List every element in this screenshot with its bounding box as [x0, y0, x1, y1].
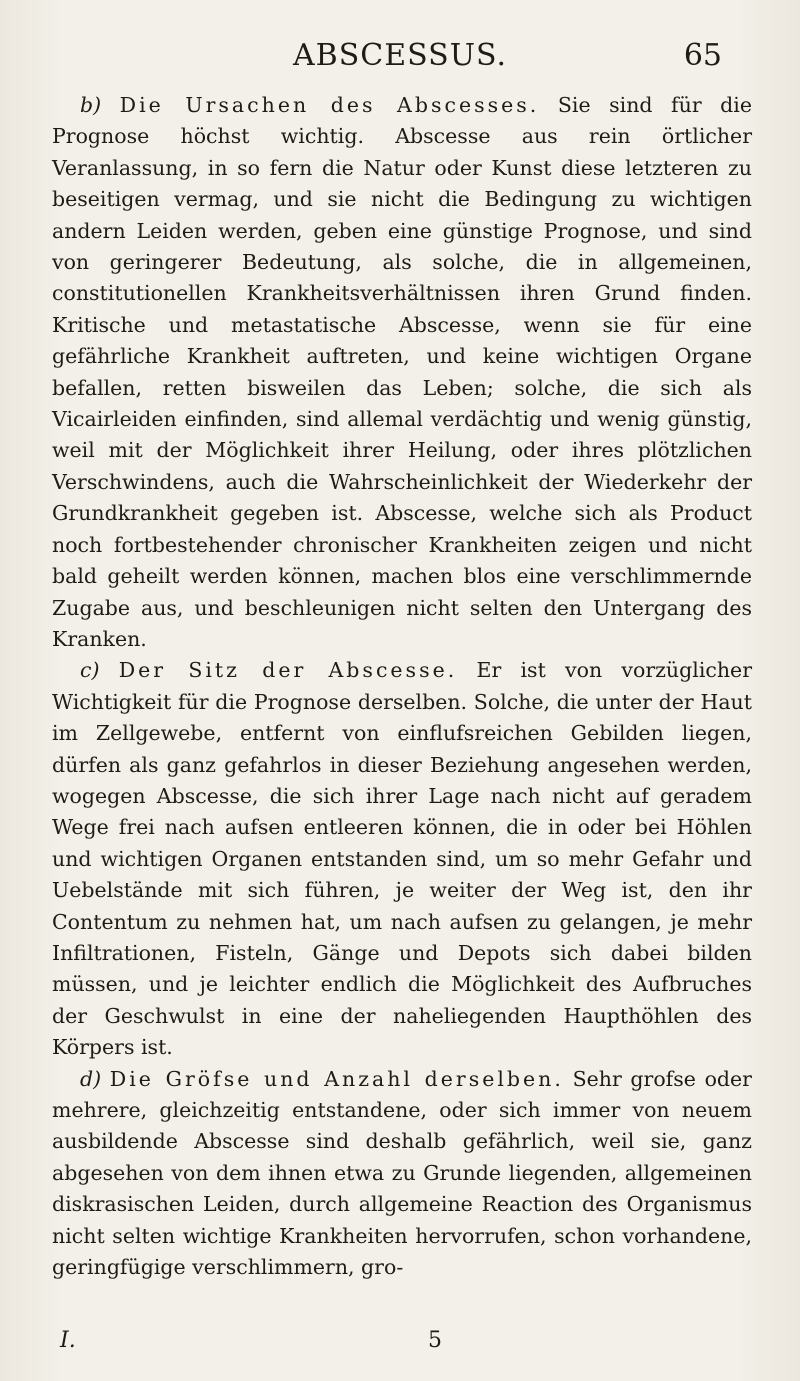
paragraph-heading: Der Sitz der Abscesse.: [118, 658, 458, 683]
paragraph-heading: Die Ursachen des Abscesses.: [119, 93, 540, 117]
running-title: ABSCESSUS.: [293, 38, 507, 73]
paragraph-label: c): [80, 658, 100, 683]
signature-number: 5: [428, 1328, 442, 1353]
page-header: [0, 38, 800, 78]
paragraph-size-number: [52, 1064, 752, 1284]
signature-mark: I.: [60, 1328, 76, 1353]
paragraph-causes: [52, 90, 752, 655]
body-text: [52, 90, 752, 1283]
paragraph-label: b): [80, 93, 102, 117]
paragraph-text: Sehr grofse oder mehrere, gleichzeitig entstandene, oder sich immer von neuem ausbildende Abscesse sind deshalb gefährlich, weil sie, ganz abgesehen von dem ihnen etwa zu Grunde liegenden, allgemeinen diskrasischen Leiden, durch allgemeine Reaction des Organismus nicht selten wichtige Krankheiten hervorrufen, schon vorhandene, geringfügige verschlimmern, gro-: [52, 1066, 752, 1280]
paragraph-label: d): [80, 1066, 102, 1091]
paragraph-text: Er ist von vorzüglicher Wichtigkeit für die Prognose derselben. Solche, die unter der Haut im Zellgewebe, entfernt von einflufsreichen Gebilden liegen, dürfen als ganz gefahrlos in dieser Beziehung angesehen werden, wogegen Abscesse, die sich ihrer Lage nach nicht auf geradem Wege frei nach aufsen entleeren können, die in oder bei Höhlen und wichtigen Organen entstanden sind, um so mehr Gefahr und Uebelstände mit sich führen, je weiter der Weg ist, den ihr Contentum zu nehmen hat, um nach aufsen zu gelangen, je mehr Infiltrationen, Fisteln, Gänge und Depots sich dabei bilden müssen, und je leichter endlich die Möglichkeit des Aufbruches der Geschwulst in eine der naheliegenden Haupthöhlen des Körpers ist.: [52, 658, 752, 1060]
paragraph-heading: Die Gröfse und Anzahl derselben.: [109, 1066, 564, 1091]
paragraph-seat: [52, 655, 752, 1063]
page-number: 65: [683, 38, 722, 73]
paragraph-text: Sie sind für die Prognose höchst wichtig. Abscesse aus rein örtlicher Veranlassung, in so fern die Natur oder Kunst diese letzteren zu beseitigen vermag, und sie nicht die Bedingung zu wichtigen andern Leiden werden, geben eine günstige Prognose, und sind von geringerer Bedeutung, als solche, die in allgemeinen, constitutionellen Krankheitsverhältnissen ihren Grund finden. Kritische und metastatische Abscesse, wenn sie für eine gefährliche Krankheit auftreten, und keine wichtigen Organe befallen, retten bisweilen das Leben; solche, die sich als Vicairleiden einfinden, sind allemal verdächtig und wenig günstig, weil mit der Möglichkeit ihrer Heilung, oder ihres plötzlichen Verschwindens, auch die Wahrscheinlichkeit der Wiederkehr der Grundkrankheit gegeben ist. Abscesse, welche sich als Product noch fortbestehender chronischer Krankheiten zeigen und nicht bald geheilt werden können, machen blos eine verschlimmernde Zugabe aus, und beschleunigen nicht selten den Untergang des Kranken.: [52, 93, 752, 651]
page-footer: [0, 1328, 800, 1358]
